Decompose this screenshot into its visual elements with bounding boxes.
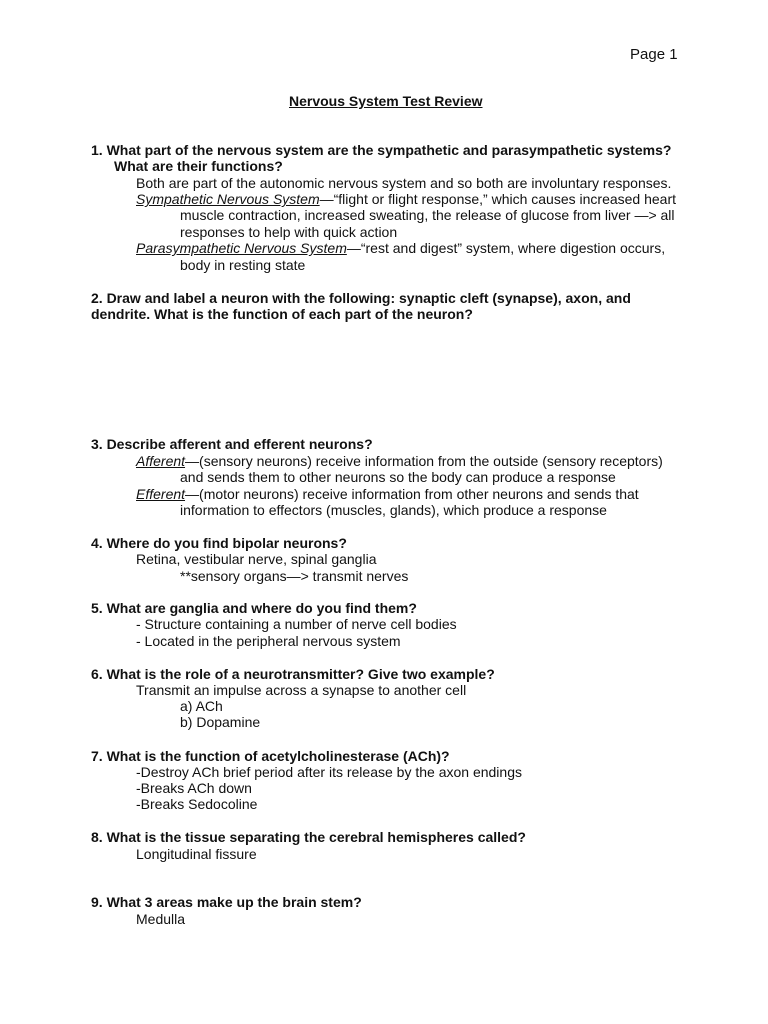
sympathetic-text-1: —“flight or flight response,” which causes increased heart	[319, 191, 677, 207]
efferent-text-2: information to effectors (muscles, glands), which produce a response	[180, 502, 607, 518]
answer-9: Medulla	[136, 911, 186, 927]
afferent-text-1: —(sensory neurons) receive information from the outside (sensory receptors)	[185, 453, 663, 469]
question-9: 9. What 3 areas make up the brain stem?	[91, 894, 362, 910]
sympathetic-text-3: responses to help with quick action	[180, 224, 398, 240]
question-1-line-1: 1. What part of the nervous system are the sympathetic and parasympathetic systems?	[91, 142, 672, 158]
question-8: 8. What is the tissue separating the cerebral hemispheres called?	[91, 829, 526, 845]
question-2-line-2: dendrite. What is the function of each part of the neuron?	[91, 306, 473, 322]
answer-7-item: -Destroy ACh brief period after its release by the axon endings	[136, 764, 522, 780]
answer-5-item: - Located in the peripheral nervous system	[136, 633, 401, 649]
answer-1-parasympathetic	[136, 240, 665, 256]
question-3: 3. Describe afferent and efferent neurons?	[91, 436, 373, 452]
page-number: Page 1	[630, 46, 678, 63]
question-1-line-2: What are their functions?	[114, 158, 283, 174]
answer-8: Longitudinal fissure	[136, 846, 257, 862]
answer-1-intro: Both are part of the autonomic nervous system and so both are involuntary responses.	[136, 175, 672, 191]
answer-4-line-1: Retina, vestibular nerve, spinal ganglia	[136, 551, 377, 567]
answer-4-line-2: **sensory organs—> transmit nerves	[180, 568, 409, 584]
efferent-term: Efferent	[136, 486, 186, 502]
answer-7-item: -Breaks ACh down	[136, 780, 252, 796]
answer-6: Transmit an impulse across a synapse to another cell	[136, 682, 467, 698]
question-7: 7. What is the function of acetylcholinesterase (ACh)?	[91, 748, 450, 764]
answer-5-item: - Structure containing a number of nerve cell bodies	[136, 616, 457, 632]
question-5: 5. What are ganglia and where do you find them?	[91, 600, 417, 616]
answer-1-sympathetic	[136, 191, 676, 207]
sympathetic-text-2: muscle contraction, increased sweating, the release of glucose from liver —> all	[180, 207, 675, 223]
parasympathetic-text-2: body in resting state	[180, 257, 306, 273]
answer-6-example: b) Dopamine	[180, 714, 261, 730]
answer-3-afferent	[136, 453, 663, 469]
question-4: 4. Where do you find bipolar neurons?	[91, 535, 347, 551]
afferent-term: Afferent	[136, 453, 186, 469]
efferent-text-1: —(motor neurons) receive information from other neurons and sends that	[185, 486, 639, 502]
page-title: Nervous System Test Review	[289, 93, 483, 109]
sympathetic-term: Sympathetic Nervous System	[136, 191, 320, 207]
parasympathetic-term: Parasympathetic Nervous System	[136, 240, 347, 256]
afferent-text-2: and sends them to other neurons so the body can produce a response	[180, 469, 616, 485]
question-2-line-1: 2. Draw and label a neuron with the following: synaptic cleft (synapse), axon, and	[91, 290, 631, 306]
answer-3-efferent	[136, 486, 639, 502]
question-6: 6. What is the role of a neurotransmitter? Give two example?	[91, 666, 495, 682]
parasympathetic-text-1: —“rest and digest” system, where digestion occurs,	[346, 240, 666, 256]
answer-7-item: -Breaks Sedocoline	[136, 796, 258, 812]
answer-6-example: a) ACh	[180, 698, 223, 714]
